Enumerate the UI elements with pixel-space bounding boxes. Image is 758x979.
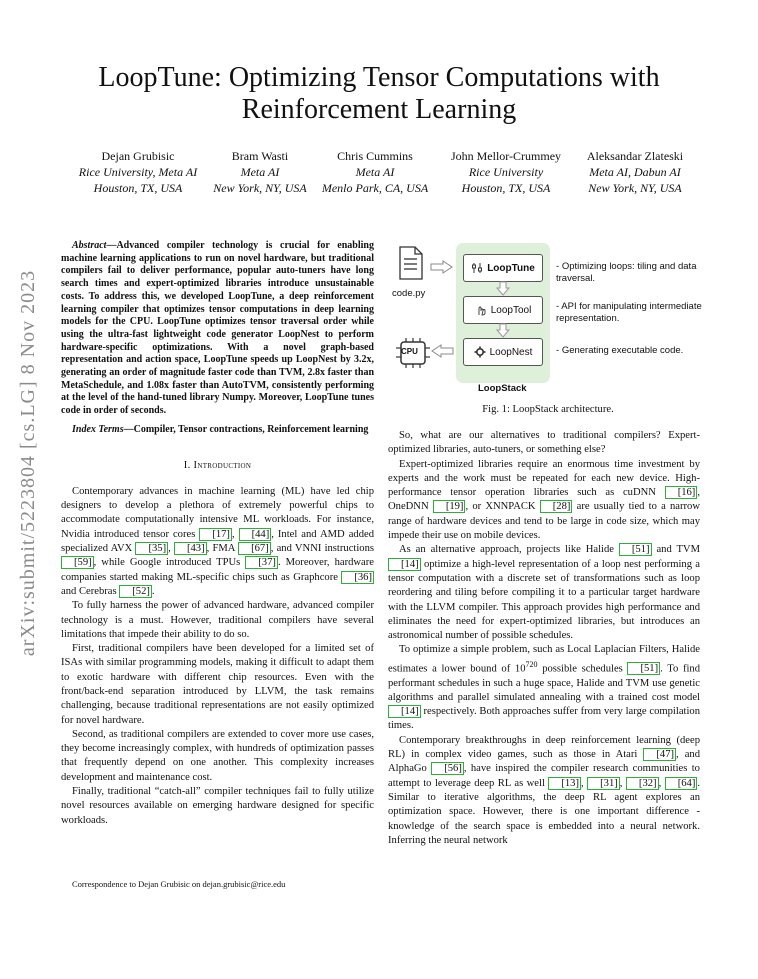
figure-caption: Fig. 1: LoopStack architecture. [482,404,614,415]
citation-link[interactable]: [67] [238,542,271,555]
paragraph: First, traditional compilers have been developed for a limited set of ISAs with similar programming models, making it difficult to adapt them to exotic hardware with different chip resources. Even with the front/back-end separation introduced by LLVM, the task remains challenging, because traditional representations are not easily optimized for novel hardware. [61,643,374,726]
left-column [61,240,374,828]
paragraph: As an alternative approach, projects like Halide [51] and TVM [14] optimize a high-level representation of a loop nest performing a tensor computation with a discrete set of transformations such as loop reordering and tiling before compiling it to a particular target hardware with the LLVM compiler. This approach provides high performance and eliminates the need for expert-optimized libraries, but introduces an astronomical number of possible schedules. [388,544,700,642]
hand-pointer-icon [475,304,487,316]
citation-link[interactable]: [52] [119,585,152,598]
looptune-node [463,254,543,282]
paragraph: Expert-optimized libraries require an enormous time investment by experts and the work must be repeated for each new device. High-performance tensor operation libraries such as cuDNN [16] , OneDNN [19] , or XNNPACK [28] are usually tied to a narrow range of hardware devices and tend to be large in code size, which may impede their use on mobile devices. [388,458,701,542]
paragraph: Finally, traditional “catch-all” compiler techniques fail to fully utilize novel resources available on emerging hardware designed for specific workloads. [61,786,374,826]
citation-link[interactable]: [59] [61,556,94,569]
author-block [206,148,314,196]
citation-link[interactable]: [47] [643,748,676,761]
author-name: Dejan Grubisic [101,149,175,163]
looptune-label: LoopTune [487,262,535,274]
paragraph: Contemporary advances in machine learning (ML) have led chip designers to develop a plethora of extremely powerful chips to accommodate computationally intensive ML workloads. For instance, Nvidia introduced tensor cores [17] , [44] , Intel and AMD added specialized AVX [35] , [43] , FMA [67] , and VNNI instructions [59] , while Google introduced TPUs [37] . Moreover, hardware companies started making ML-specific chips such as Graphcore [36] and Cerebras [52] . [61,485,375,597]
file-label: code.py [392,288,426,299]
arrow-left-icon [430,344,454,358]
loopnest-node [463,338,543,366]
paragraph: Second, as traditional compilers are extended to cover more use cases, they become increasingly complex, with hundreds of optimization passes that frequently depend on one another. This complexity increases development and maintenance cost. [61,728,374,783]
arrow-down-icon [496,323,510,338]
abstract [61,240,374,418]
paper-title: LoopTune: Optimizing Tensor Computations with Reinforcement Learning [98,62,660,125]
citation-link[interactable]: [14] [388,705,421,718]
index-terms-text: —Compiler, Tensor contractions, Reinforcement learning [123,423,369,435]
citation-link[interactable]: [32] [626,777,659,790]
footnote: Correspondence to Dejan Grubisic on dejan.grubisic@rice.edu [72,879,286,889]
loopnest-label: LoopNest [489,346,533,358]
arxiv-side-identifier: arXiv:submit/5223804 [cs.LG] 8 Nov 2023 [17,269,39,657]
citation-link[interactable]: [37] [245,556,278,569]
body-text [61,485,374,828]
sliders-icon [471,262,483,274]
author-block [314,148,436,196]
citation-link[interactable]: [17] [199,528,232,541]
author-location: Houston, TX, USA [461,181,551,195]
citation-link[interactable]: [13] [548,777,581,790]
looptool-description: - API for manipulating intermediate representation. [556,301,702,324]
author-name: Aleksandar Zlateski [586,149,684,163]
citation-link[interactable]: [28] [540,500,573,513]
looptune-description: - Optimizing loops: tiling and data traversal. [556,261,697,284]
citation-link[interactable]: [44] [239,528,272,541]
right-column [388,429,700,848]
author-block [70,148,206,196]
author-location: Menlo Park, CA, USA [321,181,429,195]
arrow-right-icon [430,260,454,274]
loopnest-description: - Generating executable code. [556,345,684,356]
citation-link[interactable]: [16] [665,486,698,499]
index-terms-lead: Index Terms [72,423,124,435]
citation-link[interactable]: [56] [431,762,464,775]
citation-link[interactable]: [35] [135,542,168,555]
citation-link[interactable]: [14] [388,558,421,571]
citation-link[interactable]: [51] [627,662,660,675]
loopstack-figure [388,240,708,420]
citation-link[interactable]: [64] [665,777,698,790]
arrow-down-icon [496,281,510,296]
looptool-node [463,296,543,324]
author-location: New York, NY, USA [588,181,682,195]
citation-link[interactable]: [51] [619,543,652,556]
author-name: John Mellor-Crummey [450,149,562,163]
paragraph: To optimize a simple problem, such as Local Laplacian Filters, Halide estimates a lower bound of $10^{720}$ possible schedules [51] . To find performant schedules in such a huge space, Halide and TVM use genetic algorithms and parallel simulated annealing with a trained cost model [14] respectively. Both approaches suffer from very large compilation times. [388,644,701,732]
author-affiliation: Meta AI [355,165,395,179]
section-heading: I. Introduction [183,459,252,471]
looptool-label: LoopTool [490,304,532,316]
citation-link[interactable]: [43] [174,542,207,555]
citation-link[interactable]: [19] [433,500,466,513]
author-affiliation: Meta AI [240,165,280,179]
author-block [576,148,694,196]
paragraph: To fully harness the power of advanced hardware, advanced compiler technology is a must. However, traditional compilers have several limitations that impede their ability to do so. [61,600,374,640]
loopstack-label: LoopStack [478,383,527,394]
paragraph: So, what are our alternatives to traditional compilers? Expert-optimized libraries, auto-tuners, or something else? [388,430,700,456]
author-affiliation: Rice University, Meta AI [78,165,198,179]
author-location: Houston, TX, USA [93,181,183,195]
file-icon [398,246,424,280]
author-block [436,148,576,196]
superscript: 720 [525,659,538,669]
paragraph: Contemporary breakthroughs in deep reinforcement learning (deep RL) in complex video games, such as those in Atari [47] , and AlphaGo [56] , have inspired the compiler research communities to attempt to leverage deep RL as well [13] , [31] , [32] , [64] . Similar to iterative algorithms, the deep RL agent explores an optimization space. However, there is one important difference - knowledge of the search space is embedded into a neural network. Inferring the neural network [388,734,701,846]
author-location: New York, NY, USA [213,181,307,195]
citation-link[interactable]: [31] [587,777,620,790]
abstract-lead: Abstract [72,240,107,251]
citation-link[interactable]: [36] [341,571,374,584]
author-name: Bram Wasti [231,149,289,163]
author-name: Chris Cummins [337,149,413,163]
cpu-label: CPU [401,347,418,356]
abstract-text: —Advanced compiler technology is crucial for enabling machine learning applications to run on novel hardware, but traditional compilers fail to deliver performance, popular auto-tuners have long search times and expert-optimized libraries introduce unsustainable costs. To address this, we developed LoopTune, a deep reinforcement learning compiler that optimizes tensor computations in deep learning models for the CPU. LoopTune optimizes tensor traversal order while using the ultra-fast lightweight code generator LoopNest to perform hardware-specific optimizations. With a novel graph-based representation and action space, LoopTune speeds up LoopNest by 3.2x, generating an order of magnitude faster code than TVM, 2.8x faster than MetaSchedule, and 1.08x faster than AutoTVM, consistently performing at the level of the hand-tuned library Numpy. Moreover, LoopTune tunes code in order of seconds. [61,240,374,417]
gear-icon [474,346,486,358]
author-affiliation: Meta AI, Dabun AI [589,165,681,179]
index-terms [61,424,374,437]
body-text [388,429,700,848]
author-affiliation: Rice University [468,165,544,179]
